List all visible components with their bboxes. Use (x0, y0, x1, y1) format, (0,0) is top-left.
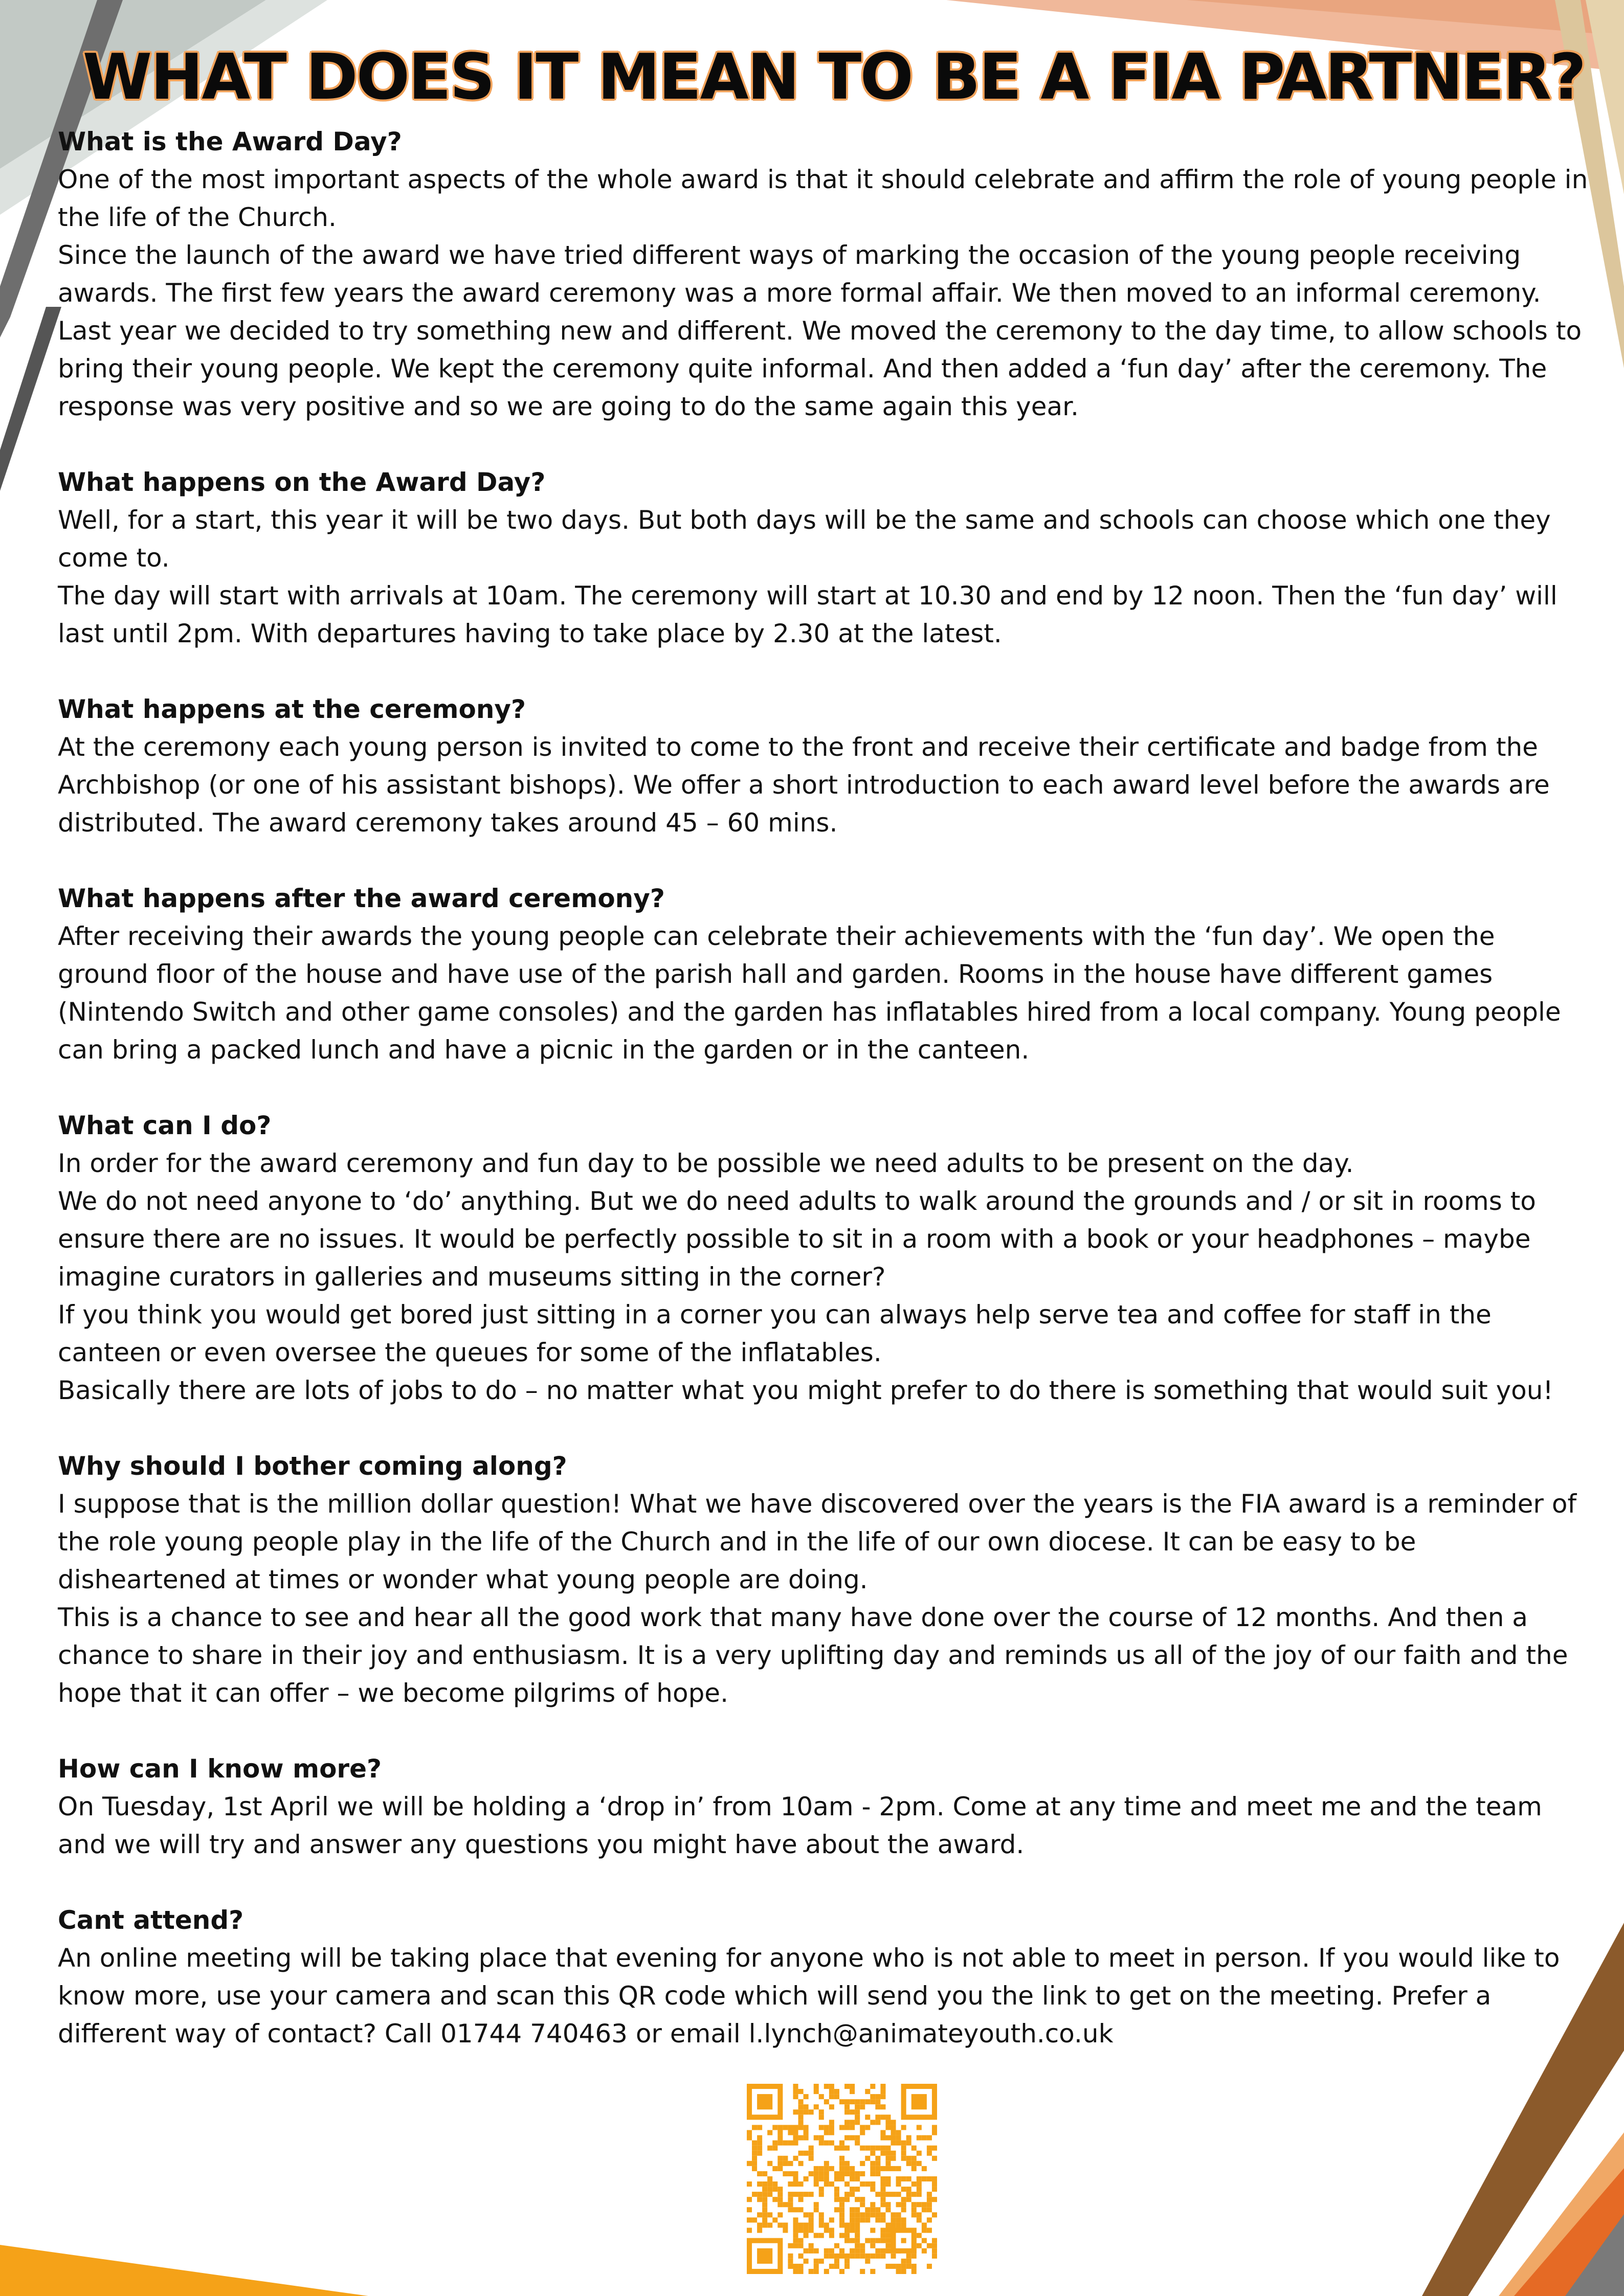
section-paragraph: An online meeting will be taking place that evening for anyone who is not able to meet in person. If you would like to know more, use your camera and scan this QR code which will send you the link to get on the meeting. Prefer a different way of contact? Call 01744 740463 or email l.lynch@animateyouth.co.uk (58, 1943, 1560, 2049)
section (58, 1901, 1592, 2053)
section-paragraph: Since the launch of the award we have tried different ways of marking the occasion of the young people receiving awards. The first few years the award ceremony was a more formal affair. We then moved to an informal ceremony. Last year we decided to try something new and different. We moved the ceremony to the day time, to allow schools to bring their young people. We kept the ceremony quite informal. And then added a ‘fun day’ after the ceremony. The response was very positive and so we are going to do the same again this year. (58, 240, 1582, 421)
section (58, 880, 1592, 1069)
section-paragraph: In order for the award ceremony and fun day to be possible we need adults to be present on the day. (58, 1149, 1354, 1178)
section-heading: What happens at the ceremony? (58, 694, 526, 724)
section-paragraph: At the ceremony each young person is invited to come to the front and receive their certificate and badge from the Archbishop (or one of his assistant bishops). We offer a short introduction to each award level before the awards are distributed. The award ceremony takes around 45 – 60 mins. (58, 732, 1550, 838)
section-paragraph: Well, for a start, this year it will be two days. But both days will be the same and schools can choose which one they come to. (58, 505, 1551, 573)
section (58, 123, 1592, 425)
section-paragraph: I suppose that is the million dollar question! What we have discovered over the years is the FIA award is a reminder of the role young people play in the life of the Church and in the life of our own diocese. It can be easy to be disheartened at times or wonder what young people are doing. (58, 1489, 1577, 1594)
section-paragraph: We do not need anyone to ‘do’ anything. But we do need adults to walk around the grounds and / or sit in rooms to ensure there are no issues. It would be perfectly possible to sit in a room with a book or your headphones – maybe imagine curators in galleries and museums sitting in the corner? (58, 1186, 1536, 1292)
section (58, 463, 1592, 652)
section-heading: What can I do? (58, 1111, 272, 1140)
section-heading: What happens after the award ceremony? (58, 884, 665, 913)
section-paragraph: Basically there are lots of jobs to do – no matter what you might prefer to do there is something that would suit you! (58, 1376, 1553, 1405)
document-body (58, 123, 1592, 2090)
qr-code-icon (747, 2084, 937, 2274)
section-paragraph: After receiving their awards the young people can celebrate their achievements with the ‘fun day’. We open the ground floor of the house and have use of the parish hall and garden. Rooms in the house have different games (Nintendo Switch and other game consoles) and the garden has inflatables hired from a local company. Young people can bring a packed lunch and have a picnic in the garden or in the canteen. (58, 921, 1561, 1065)
section-paragraph: One of the most important aspects of the whole award is that it should celebrate and affirm the role of young people in the life of the Church. (58, 165, 1588, 232)
section-paragraph: On Tuesday, 1st April we will be holding a ‘drop in’ from 10am - 2pm. Come at any time and meet me and the team and we will try and answer any questions you might have about the award. (58, 1792, 1542, 1859)
section-paragraph: This is a chance to see and hear all the good work that many have done over the course of 12 months. And then a chance to share in their joy and enthusiasm. It is a very uplifting day and reminds us all of the joy of our faith and the hope that it can offer – we become pilgrims of hope. (58, 1603, 1568, 1708)
section (58, 1750, 1592, 1863)
page-title: WHAT DOES IT MEAN TO BE A FIA PARTNER? (82, 41, 1585, 114)
section-heading: What is the Award Day? (58, 127, 402, 156)
section (58, 690, 1592, 842)
section-heading: How can I know more? (58, 1754, 382, 1784)
section-heading: Cant attend? (58, 1905, 244, 1935)
section (58, 1447, 1592, 1712)
section-paragraph: If you think you would get bored just sitting in a corner you can always help serve tea and coffee for staff in the canteen or even oversee the queues for some of the inflatables. (58, 1300, 1492, 1367)
section-paragraph: The day will start with arrivals at 10am. The ceremony will start at 10.30 and end by 12 noon. Then the ‘fun day’ will last until 2pm. With departures having to take place by 2.30 at the latest. (58, 581, 1558, 648)
section-heading: What happens on the Award Day? (58, 467, 546, 497)
section-heading: Why should I bother coming along? (58, 1451, 567, 1481)
section (58, 1107, 1592, 1409)
